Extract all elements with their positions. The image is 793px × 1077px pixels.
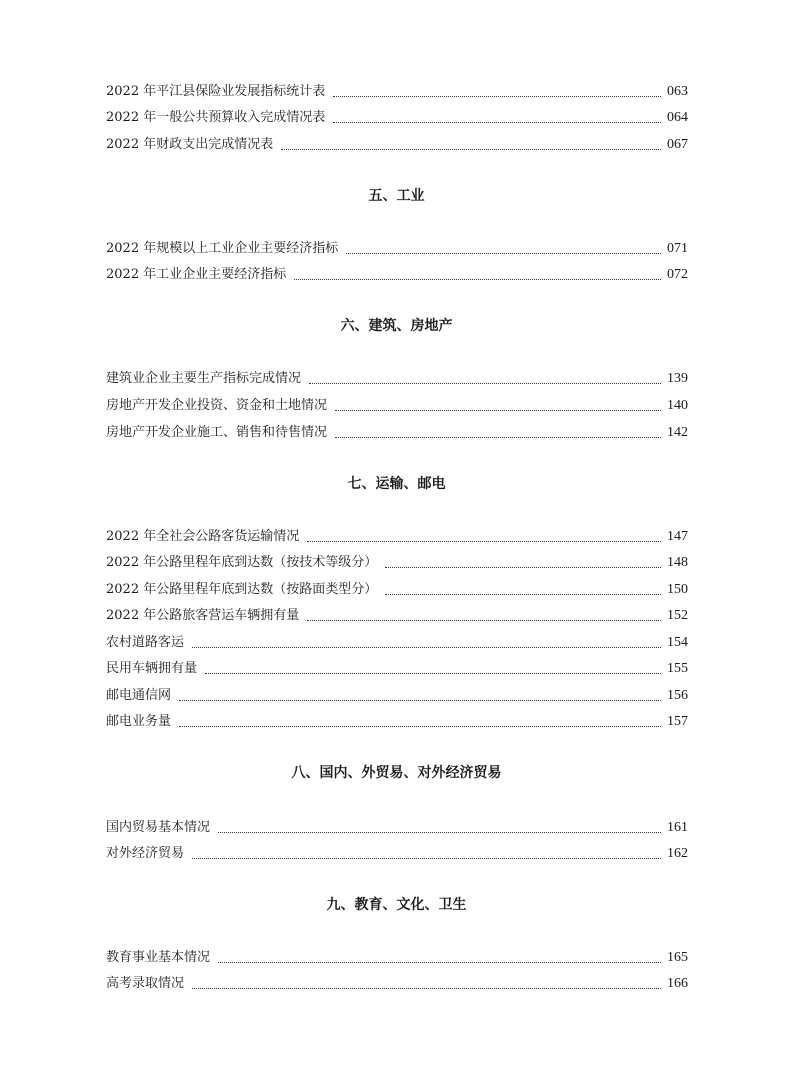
toc-entry-title: 邮电业务量: [106, 714, 172, 729]
dot-leader: [179, 699, 661, 701]
toc-entry-page: 157: [667, 714, 688, 729]
toc-entry-page: 155: [667, 661, 688, 676]
toc-entry[interactable]: [106, 264, 688, 286]
toc-entry[interactable]: [106, 658, 688, 680]
toc-entry-title: 房地产开发企业投资、资金和土地情况: [106, 398, 328, 413]
toc-entry-page: 165: [667, 950, 688, 965]
toc-entry-title: 2022 年公路旅客营运车辆拥有量: [106, 608, 300, 623]
dot-leader: [335, 409, 661, 411]
toc-entry[interactable]: [106, 711, 688, 733]
toc-entry-page: 139: [667, 371, 688, 386]
section-heading: 八、国内、外贸易、对外经济贸易: [291, 765, 502, 781]
toc-entry-title: 民用车辆拥有量: [106, 661, 198, 676]
toc-entry[interactable]: [106, 107, 688, 129]
toc-entry-page: 140: [667, 398, 688, 413]
dot-leader: [309, 382, 661, 384]
dot-leader: [335, 436, 661, 438]
toc-entry-page: 072: [667, 267, 688, 282]
toc-entry[interactable]: [106, 817, 688, 839]
dot-leader: [294, 278, 661, 280]
dot-leader: [307, 619, 661, 621]
toc-entry-title: 农村道路客运: [106, 635, 185, 650]
toc-entry-title: 2022 年财政支出完成情况表: [106, 137, 274, 152]
toc-entry[interactable]: [106, 238, 688, 260]
dot-leader: [346, 252, 661, 254]
toc-entry[interactable]: [106, 552, 688, 574]
toc-entry-page: 067: [667, 137, 688, 152]
dot-leader: [385, 566, 661, 568]
toc-entry-page: 152: [667, 608, 688, 623]
toc-entry[interactable]: [106, 973, 688, 995]
dot-leader: [179, 725, 661, 727]
toc-entry-page: 166: [667, 976, 688, 991]
toc-entry-title: 2022 年全社会公路客货运输情况: [106, 529, 300, 544]
toc-entry[interactable]: [106, 134, 688, 156]
toc-entry-page: 071: [667, 241, 688, 256]
toc-entry-title: 2022 年平江县保险业发展指标统计表: [106, 84, 326, 99]
dot-leader: [218, 961, 661, 963]
dot-leader: [205, 672, 661, 674]
section-heading: 五、工业: [368, 188, 425, 204]
toc-entry-page: 147: [667, 529, 688, 544]
toc-entry-title: 邮电通信网: [106, 688, 172, 703]
toc-entry[interactable]: [106, 81, 688, 103]
toc-entry-page: 142: [667, 425, 688, 440]
toc-entry[interactable]: [106, 368, 688, 390]
dot-leader: [192, 987, 661, 989]
dot-leader: [218, 831, 661, 833]
section-heading: 九、教育、文化、卫生: [326, 897, 467, 913]
toc-entry-title: 房地产开发企业施工、销售和待售情况: [106, 425, 328, 440]
toc-entry-page: 161: [667, 820, 688, 835]
dot-leader: [192, 857, 661, 859]
dot-leader: [307, 540, 661, 542]
toc-entry-title: 国内贸易基本情况: [106, 820, 211, 835]
toc-entry-page: 156: [667, 688, 688, 703]
toc-entry-title: 2022 年规模以上工业企业主要经济指标: [106, 241, 339, 256]
toc-entry-page: 154: [667, 635, 688, 650]
toc-entry[interactable]: [106, 632, 688, 654]
toc-entry[interactable]: [106, 422, 688, 444]
toc-entry[interactable]: [106, 579, 688, 601]
toc-entry[interactable]: [106, 526, 688, 548]
dot-leader: [281, 148, 661, 150]
toc-entry-title: 高考录取情况: [106, 976, 185, 991]
section-heading: 七、运输、邮电: [347, 476, 446, 492]
toc-entry-page: 150: [667, 582, 688, 597]
toc-entry-page: 063: [667, 84, 688, 99]
dot-leader: [333, 95, 661, 97]
toc-entry[interactable]: [106, 843, 688, 865]
dot-leader: [333, 121, 661, 123]
toc-entry[interactable]: [106, 395, 688, 417]
toc-entry[interactable]: [106, 605, 688, 627]
dot-leader: [385, 593, 661, 595]
toc-entry-title: 2022 年工业企业主要经济指标: [106, 267, 287, 282]
toc-entry-title: 教育事业基本情况: [106, 950, 211, 965]
toc-entry-title: 2022 年一般公共预算收入完成情况表: [106, 110, 326, 125]
toc-entry-title: 对外经济贸易: [106, 846, 185, 861]
toc-entry-page: 064: [667, 110, 688, 125]
toc-entry-page: 148: [667, 555, 688, 570]
dot-leader: [192, 646, 661, 648]
toc-entry-title: 2022 年公路里程年底到达数（按路面类型分）: [106, 582, 378, 597]
toc-entry-title: 2022 年公路里程年底到达数（按技术等级分）: [106, 555, 378, 570]
toc-entry[interactable]: [106, 685, 688, 707]
toc-entry-title: 建筑业企业主要生产指标完成情况: [106, 371, 302, 386]
toc-entry-page: 162: [667, 846, 688, 861]
section-heading: 六、建筑、房地产: [340, 318, 453, 334]
toc-entry[interactable]: [106, 947, 688, 969]
